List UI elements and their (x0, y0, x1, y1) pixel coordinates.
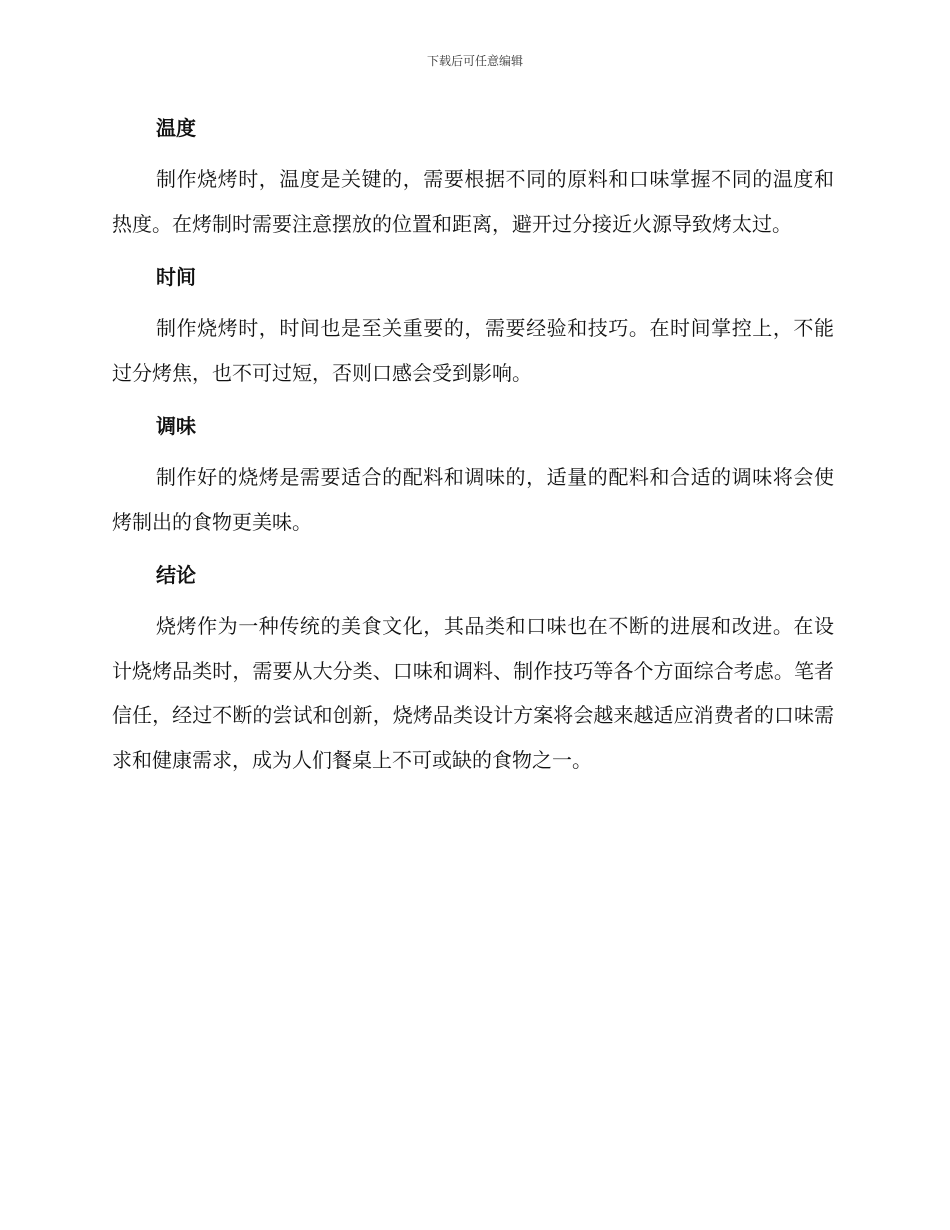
section-title: 温度 (156, 116, 196, 140)
section-paragraph: 烧烤作为一种传统的美食文化，其品类和口味也在不断的进展和改进。在设计烧烤品类时，需要从大分类、口味和调料、制作技巧等各个方面综合考虑。笔者信任，经过不断的尝试和创新，烧烤品类设计方案将会越来越适应消费者的口味需求和健康需求，成为人们餐桌上不可或缺的食物之一。 (112, 614, 834, 772)
document-content (112, 113, 834, 798)
section-paragraph: 制作烧烤时，时间也是至关重要的，需要经验和技巧。在时间掌控上，不能过分烤焦，也不可过短，否则口感会受到影响。 (112, 316, 834, 385)
section-seasoning (112, 411, 834, 544)
section-title: 时间 (156, 265, 196, 289)
section-title: 结论 (156, 563, 196, 587)
section-paragraph: 制作烧烤时，温度是关键的，需要根据不同的原料和口味掌握不同的温度和热度。在烤制时需要注意摆放的位置和距离，避开过分接近火源导致烤太过。 (112, 167, 834, 236)
section-conclusion (112, 560, 834, 782)
section-paragraph: 制作好的烧烤是需要适合的配料和调味的，适量的配料和合适的调味将会使烤制出的食物更美味。 (112, 465, 834, 534)
header-note: 下载后可任意编辑 (426, 54, 523, 68)
section-temperature (112, 113, 834, 246)
section-title: 调味 (156, 414, 196, 438)
section-time (112, 262, 834, 395)
